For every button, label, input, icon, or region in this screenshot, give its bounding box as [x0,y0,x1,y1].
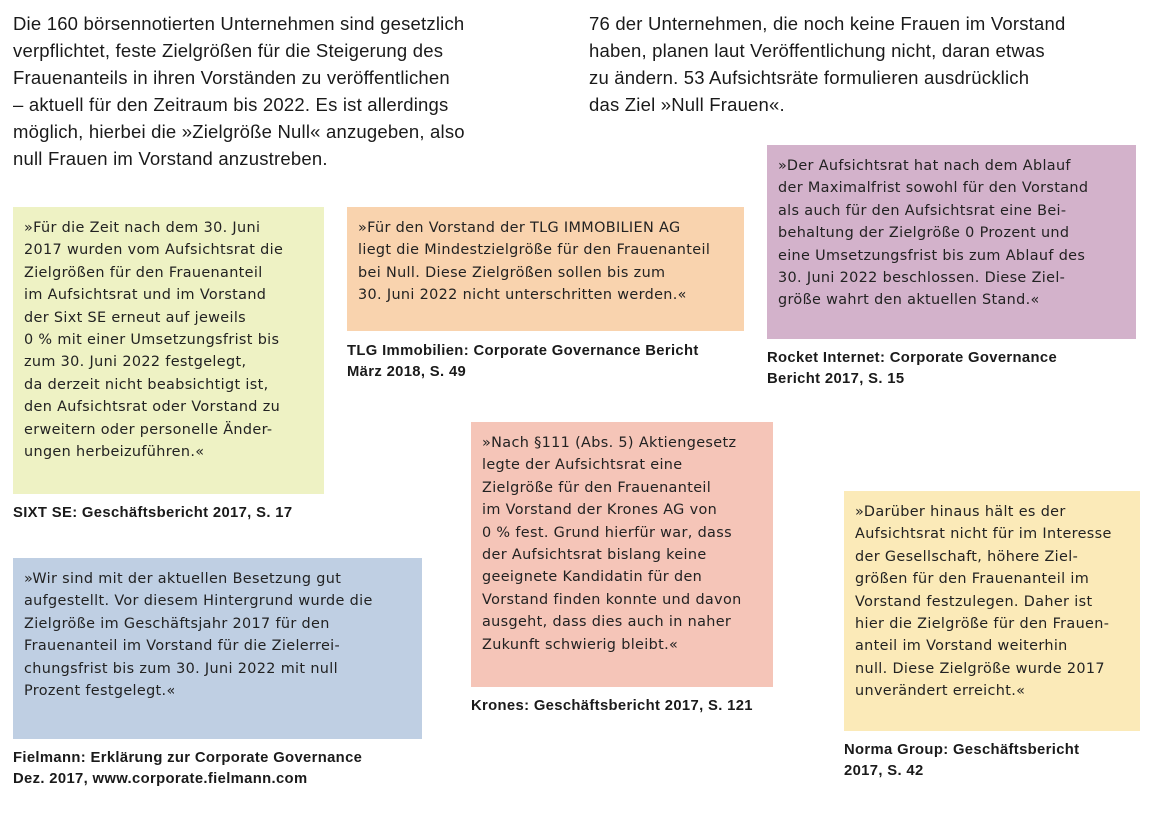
quote-line: erweitern oder personelle Änder- [24,421,273,438]
quote-line: im Vorstand der Krones AG von [482,502,718,519]
intro-line: – aktuell für den Zeitraum bis 2022. Es ist allerdings [13,94,449,115]
quote-line: 30. Juni 2022 beschlossen. Diese Ziel- [778,270,1066,287]
quote-line: Zukunft schwierig bleibt.« [482,636,679,653]
source-caption-norma-group [844,740,1079,781]
quote-line: 0 % fest. Grund hierfür war, dass [482,524,732,541]
quote-line: »Der Aufsichtsrat hat nach dem Ablauf [778,158,1071,174]
quote-line: null. Diese Zielgröße wurde 2017 [855,660,1105,677]
quote-line: 0 % mit einer Umsetzungsfrist bis [24,332,280,349]
quote-line: Prozent festgelegt.« [24,683,176,700]
intro-line: das Ziel »Null Frauen«. [589,94,785,115]
source-line: März 2018, S. 49 [347,363,467,380]
quote-line: da derzeit nicht beabsichtigt ist, [24,376,269,393]
quote-line: »Für den Vorstand der TLG IMMOBILIEN AG [358,220,681,236]
source-line: 2017, S. 42 [844,762,924,779]
quote-line: anteil im Vorstand weiterhin [855,638,1068,655]
quote-line: legte der Aufsichtsrat eine [482,457,683,474]
source-line: Dez. 2017, www.corporate.fielmann.com [13,770,308,787]
intro-line: Die 160 börsennotierten Unternehmen sind gesetzlich [13,13,465,34]
quote-line: ausgeht, dass dies auch in naher [482,614,732,631]
intro-line: haben, planen laut Veröffentlichung nicht, daran etwas [589,40,1045,61]
intro-line: verpflichtet, feste Zielgrößen für die Steigerung des [13,40,444,61]
source-caption-tlg [347,341,699,382]
quote-line: eine Umsetzungsfrist bis zum Ablauf des [778,247,1086,264]
quote-line: Aufsichtsrat nicht für im Interesse [855,526,1112,543]
intro-line: zu ändern. 53 Aufsichtsräte formulieren ausdrücklich [589,67,1030,88]
quote-line: 30. Juni 2022 nicht unterschritten werden.« [358,287,687,304]
quote-line: 2017 wurden vom Aufsichtsrat die [24,242,284,259]
quote-line: ungen herbeizuführen.« [24,444,205,461]
quote-line: behaltung der Zielgröße 0 Prozent und [778,225,1070,242]
intro-line: Frauenanteils in ihren Vorständen zu veröffentlichen [13,67,450,88]
quote-line: Zielgröße für den Frauenanteil [482,479,712,496]
quote-line: geeignete Kandidatin für den [482,569,703,586]
source-line: Krones: Geschäftsbericht 2017, S. 121 [471,698,753,714]
quote-line: chungsfrist bis zum 30. Juni 2022 mit null [24,660,338,677]
quote-line: hier die Zielgröße für den Frauen- [855,616,1110,633]
quote-line: der Maximalfrist sowohl für den Vorstand [778,180,1089,197]
source-line: SIXT SE: Geschäftsbericht 2017, S. 17 [13,505,293,521]
quote-line: größen für den Frauenanteil im [855,571,1090,588]
quote-line: der Gesellschaft, höhere Ziel- [855,548,1079,565]
quote-line: Zielgrößen für den Frauenanteil [24,264,263,281]
intro-line: möglich, hierbei die »Zielgröße Null« anzugeben, also [13,121,465,142]
quote-line: Zielgröße im Geschäftsjahr 2017 für den [24,615,330,632]
quote-line: der Sixt SE erneut auf jeweils [24,309,247,326]
quote-line: als auch für den Aufsichtsrat eine Bei- [778,202,1067,219]
source-line: TLG Immobilien: Corporate Governance Bericht [347,343,699,359]
source-line: Rocket Internet: Corporate Governance [767,350,1058,366]
quote-line: im Aufsichtsrat und im Vorstand [24,287,267,304]
quote-box-krones [471,422,773,687]
intro-text-left [13,10,558,172]
quote-line: Frauenanteil im Vorstand für die Zielerrei- [24,638,341,655]
source-line: Norma Group: Geschäftsbericht [844,742,1080,758]
quote-line: Vorstand festzulegen. Daher ist [855,593,1093,610]
quote-line: größe wahrt den aktuellen Stand.« [778,292,1040,309]
quote-box-fielmann [13,558,422,739]
intro-line: null Frauen im Vorstand anzustreben. [13,148,328,169]
quote-line: unverändert erreicht.« [855,683,1026,700]
quote-line: Vorstand finden konnte und davon [482,591,742,608]
quote-line: »Wir sind mit der aktuellen Besetzung gut [24,571,342,587]
quote-line: »Nach §111 (Abs. 5) Aktiengesetz [482,435,737,451]
quote-box-sixt [13,207,324,494]
quote-line: »Darüber hinaus hält es der [855,504,1066,520]
source-caption-rocket-internet [767,348,1057,389]
intro-text-right [589,10,1134,118]
quote-line: den Aufsichtsrat oder Vorstand zu [24,399,281,416]
source-caption-krones [471,696,753,717]
intro-line: 76 der Unternehmen, die noch keine Frauen im Vorstand [589,13,1066,34]
quote-line: aufgestellt. Vor diesem Hintergrund wurde die [24,593,373,610]
source-caption-fielmann [13,748,362,789]
quote-line: zum 30. Juni 2022 festgelegt, [24,354,247,371]
quote-box-norma-group [844,491,1140,731]
quote-line: der Aufsichtsrat bislang keine [482,547,707,564]
quote-line: »Für die Zeit nach dem 30. Juni [24,220,261,236]
quote-box-rocket-internet [767,145,1136,339]
source-caption-sixt [13,503,292,524]
quote-box-tlg [347,207,744,331]
quote-line: bei Null. Diese Zielgrößen sollen bis zum [358,264,666,281]
quote-line: liegt die Mindestzielgröße für den Frauenanteil [358,242,711,259]
source-line: Fielmann: Erklärung zur Corporate Governance [13,750,363,766]
source-line: Bericht 2017, S. 15 [767,370,905,387]
